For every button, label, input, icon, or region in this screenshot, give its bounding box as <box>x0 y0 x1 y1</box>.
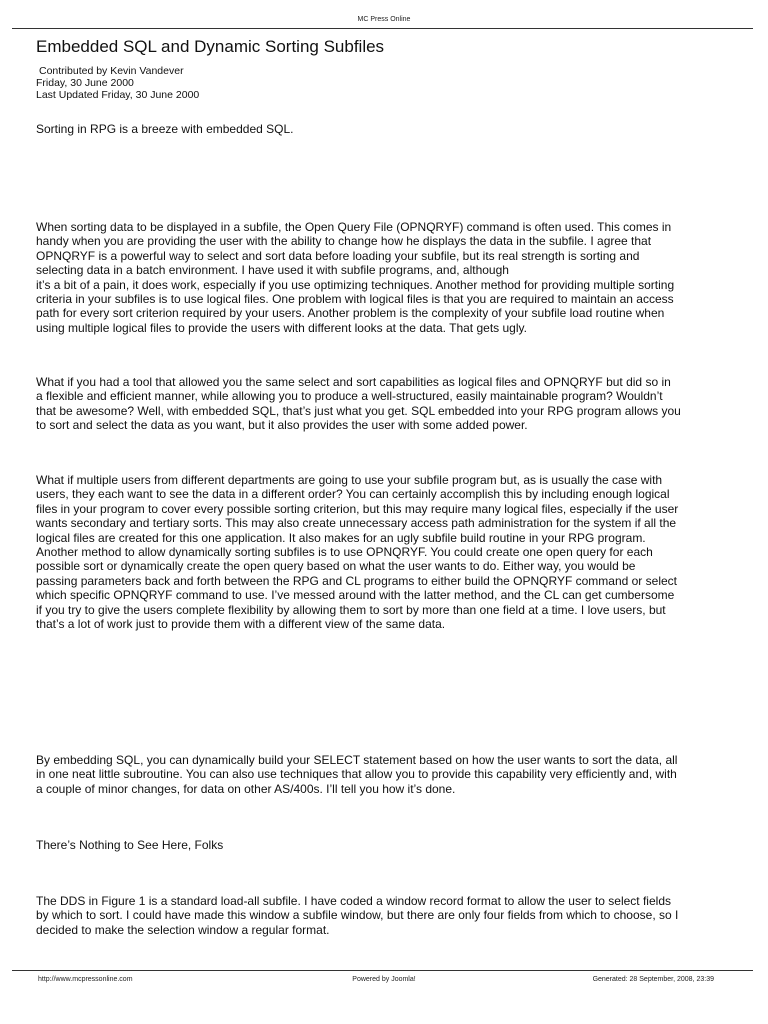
text-line: possible sort or dynamically create the open query based on what the user wants to do. Either way, you would be <box>36 559 636 574</box>
text-line: OPNQRYF is a powerful way to select and sort data before loading your subfile, but its real strength is sorting and <box>36 248 640 263</box>
paragraph-2 <box>36 220 736 335</box>
text-line: What if multiple users from different departments are going to use your subfile program but, as is usually the case with <box>36 473 663 487</box>
paragraph-3 <box>36 375 736 433</box>
footer-generated: Generated: 28 September, 2008, 23:39 <box>592 976 714 983</box>
text-line: a flexible and efficient manner, while allowing you to produce a well-structured, easily maintainable program? Wouldn’t <box>36 389 663 404</box>
paragraph-4 <box>36 473 736 631</box>
text-line: which specific OPNQRYF command to use. I’ve messed around with the latter method, and the CL can get cumbersome <box>36 588 675 603</box>
text-line: it’s a bit of a pain, it does work, especially if you use optimizing techniques. Another method for providing multiple sorting <box>36 277 675 292</box>
text-line: users, they each want to see the data in a different order? You can certainly accomplish this by including enough logical <box>36 487 670 502</box>
last-updated: Last Updated Friday, 30 June 2000 <box>36 89 200 101</box>
text-line: if you try to give the users complete flexibility by allowing them to sort by more than one field at a time. I love users, but <box>36 602 666 617</box>
paragraph-6 <box>36 894 736 937</box>
text-line: selecting data in a batch environment. I have used it with subfile programs, and, although <box>36 263 509 278</box>
text-line: handy when you are providing the user with the ability to change how he displays the data in the subfile. I agree that <box>36 234 652 249</box>
paragraph-5 <box>36 753 736 796</box>
article-title: Embedded SQL and Dynamic Sorting Subfiles <box>36 37 385 56</box>
site-header: MC Press Online <box>357 16 411 23</box>
text-line: criteria in your subfiles is to use logical files. One problem with logical files is that you are required to maintain an access <box>36 292 674 307</box>
text-line: logical files are created for this one application. It also makes for an ugly subfile build routine in your RPG program. <box>36 530 646 545</box>
text-line: wants secondary and tertiary sorts. This may also create unnecessary access path administration for the system if all the <box>36 516 677 531</box>
text-line: that be awesome? Well, with embedded SQL, that’s just what you get. SQL embedded into your RPG program allows you <box>36 403 681 418</box>
text-line: There’s Nothing to See Here, Folks <box>36 838 224 852</box>
contributor-line: Contributed by Kevin Vandever <box>39 65 184 77</box>
text-line: The DDS in Figure 1 is a standard load-all subfile. I have coded a window record format to allow the user to select fields <box>36 894 671 908</box>
footer-divider <box>12 970 753 971</box>
text-line: Sorting in RPG is a breeze with embedded SQL. <box>36 122 294 136</box>
footer-url: http://www.mcpressonline.com <box>38 976 133 983</box>
text-line: by which to sort. I could have made this window a subfile window, but there are only four fields from which to choose, so I <box>36 908 679 923</box>
text-line: that’s a lot of work just to provide them with a different view of the same data. <box>36 617 446 632</box>
text-line: a couple of minor changes, for data on other AS/400s. I’ll tell you how it’s done. <box>36 781 456 796</box>
text-line: What if you had a tool that allowed you the same select and sort capabilities as logical files and OPNQRYF but did so in <box>36 375 671 389</box>
section-heading <box>36 838 736 852</box>
text-line: By embedding SQL, you can dynamically build your SELECT statement based on how the user wants to sort the data, all <box>36 753 678 767</box>
text-line: using multiple logical files to provide the users with different looks at the data. That gets ugly. <box>36 320 527 335</box>
text-line: in one neat little subroutine. You can also use techniques that allow you to provide this capability very efficiently and, with <box>36 767 677 782</box>
text-line: decided to make the selection window a regular format. <box>36 922 330 937</box>
text-line: to sort and select the data as you want, but it also provides the user with some added power. <box>36 418 528 433</box>
text-line: path for every sort criterion required by your users. Another problem is the complexity of your subfile load routine when <box>36 306 665 321</box>
paragraph-1 <box>36 122 736 136</box>
text-line: files in your program to cover every possible sorting criterion, but this may require many logical files, especially if the user <box>36 501 679 516</box>
text-line: Another method to allow dynamically sorting subfiles is to use OPNQRYF. You could create one open query for each <box>36 545 653 560</box>
article-meta <box>36 65 199 101</box>
text-line: When sorting data to be displayed in a subfile, the Open Query File (OPNQRYF) command is often used. This comes in <box>36 220 672 234</box>
header-divider <box>12 28 753 29</box>
publish-date: Friday, 30 June 2000 <box>36 77 134 89</box>
text-line: passing parameters back and forth between the RPG and CL programs to either build the OPNQRYF command or select <box>36 573 677 588</box>
footer-powered-by: Powered by Joomla! <box>352 976 416 983</box>
